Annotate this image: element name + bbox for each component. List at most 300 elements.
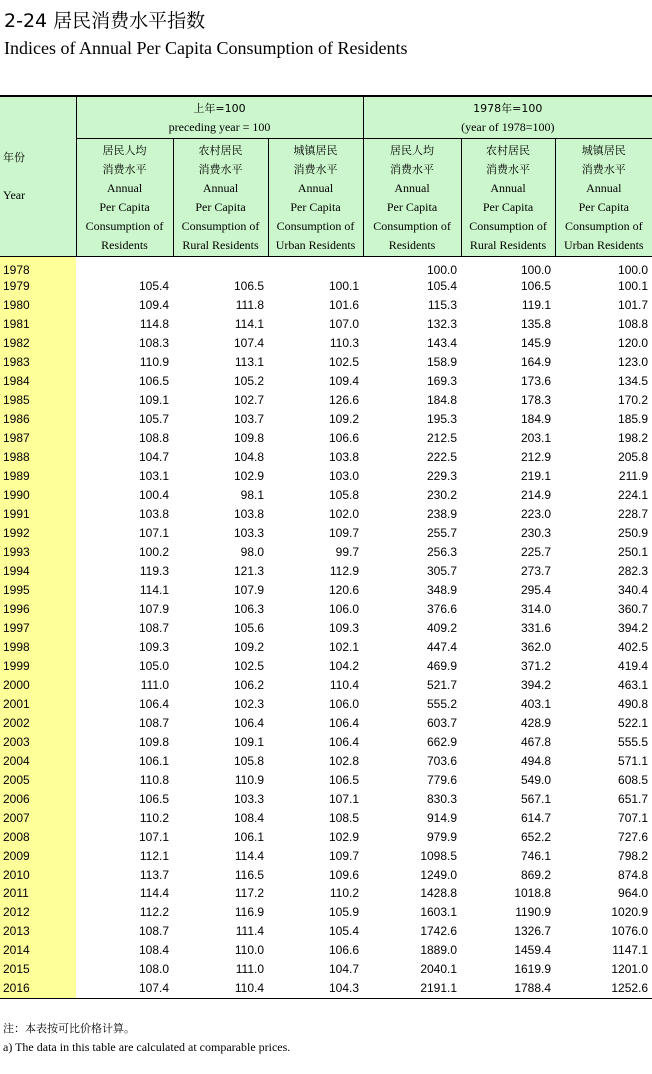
group-header-1978-base [363,96,652,139]
value-cell: 376.6 [427,601,458,616]
column-header-line: 城镇居民 [581,144,626,157]
value-cell: 662.9 [427,734,458,749]
value-cell: 116.9 [234,905,264,920]
value-cell: 113.1 [234,355,264,370]
column-header-line: Residents [388,238,436,252]
column-header-residents-preceding [76,139,173,257]
value-cell: 103.8 [138,507,169,522]
table-row [0,429,652,448]
value-cell: 108.7 [138,620,169,635]
value-cell: 521.7 [427,677,458,692]
value-cell: 100.2 [138,545,169,560]
year-cell: 2016 [0,979,76,998]
table-row [0,903,652,922]
value-cell: 99.7 [335,545,360,560]
table-row [0,486,652,505]
year-cell: 1992 [0,524,76,543]
column-header-line: Annual [394,181,430,195]
value-cell: 119.3 [139,564,169,579]
year-cell: 2006 [0,789,76,808]
table-row [0,808,652,827]
value-cell: 779.6 [427,772,458,787]
value-cell: 104.2 [329,658,360,673]
value-cell: 110.0 [234,943,264,958]
value-cell: 314.0 [521,601,552,616]
table-header [0,96,652,257]
value-cell: 224.1 [618,488,649,503]
value-cell: 340.4 [618,582,649,597]
value-cell: 522.1 [618,715,649,730]
table-row [0,353,652,372]
value-cell: 108.7 [138,924,169,939]
value-cell: 100.0 [427,263,458,277]
value-cell: 703.6 [427,753,458,768]
year-cell: 1994 [0,562,76,581]
value-cell: 103.3 [233,791,264,806]
value-cell: 110.9 [139,355,169,370]
value-cell: 571.1 [618,753,649,768]
column-header-line: Consumption of [181,219,260,233]
value-cell: 402.5 [618,639,649,654]
value-cell: 874.8 [618,867,649,882]
value-cell: 1459.4 [514,943,552,958]
value-cell: 1076.0 [611,924,649,939]
year-cell: 1980 [0,296,76,315]
column-header-line: Urban Residents [275,238,356,252]
table-row [0,372,652,391]
value-cell: 707.1 [618,810,649,825]
value-cell: 238.9 [427,507,458,522]
year-cell: 1993 [0,543,76,562]
value-cell: 1428.8 [420,886,458,901]
value-cell: 1742.6 [420,924,458,939]
value-cell: 103.7 [233,412,264,427]
value-cell: 109.2 [233,639,264,654]
value-cell: 102.1 [329,639,360,654]
table-row [0,770,652,789]
column-header-line: Annual [297,181,334,195]
table-row [0,562,652,581]
column-header-rural-1978 [461,139,555,257]
column-header-line: 消费水平 [293,163,338,176]
value-cell: 108.8 [618,317,649,332]
value-cell: 158.9 [427,355,458,370]
value-cell: 106.0 [329,696,360,711]
year-column-header [0,96,76,257]
table-row [0,675,652,694]
value-cell: 225.7 [521,545,552,560]
value-cell: 362.0 [521,639,552,654]
year-cell: 1989 [0,467,76,486]
value-cell: 103.8 [233,507,264,522]
year-cell: 2015 [0,960,76,979]
value-cell: 106.4 [233,715,264,730]
value-cell: 108.0 [138,962,169,977]
year-cell: 2008 [0,827,76,846]
value-cell: 104.3 [268,979,363,998]
year-cell: 2009 [0,846,76,865]
value-cell: 830.3 [427,791,458,806]
table-row [0,296,652,315]
value-cell: 2040.1 [420,962,458,977]
value-cell: 979.9 [427,829,458,844]
value-cell: 1190.9 [515,905,552,920]
value-cell: 1098.5 [420,848,458,863]
value-cell: 106.6 [329,943,360,958]
column-header-urban-1978 [555,139,652,257]
value-cell: 109.4 [329,374,360,389]
value-cell: 1603.1 [420,905,458,920]
value-cell: 145.9 [521,336,552,351]
value-cell: 214.9 [521,488,552,503]
value-cell: 111.0 [235,962,264,977]
table-row [0,277,652,296]
value-cell: 114.4 [234,848,264,863]
value-cell: 164.9 [521,355,552,370]
table-body [0,257,652,999]
year-cell: 2014 [0,941,76,960]
value-cell: 106.1 [233,829,264,844]
table-row [0,789,652,808]
table-row [0,334,652,353]
value-cell: 102.0 [329,507,360,522]
value-cell: 117.2 [234,886,264,901]
table-row [0,751,652,770]
value-cell: 106.1 [138,753,169,768]
year-cell: 2012 [0,903,76,922]
value-cell: 203.1 [521,431,552,446]
table-row [0,505,652,524]
value-cell: 110.4 [329,677,360,692]
table-title-chinese: 2-24 居民消费水平指数 [4,10,206,32]
value-cell: 1249.0 [420,867,458,882]
year-header-en: Year [3,188,26,202]
value-cell: 109.6 [329,867,360,882]
column-header-line: Per Capita [386,200,438,214]
value-cell: 273.7 [521,564,552,579]
group2-cn: 1978年=100 [473,102,543,115]
value-cell: 108.5 [329,810,360,825]
value-cell: 107.9 [138,601,169,616]
year-cell: 2003 [0,732,76,751]
value-cell: 2191.1 [363,979,461,998]
value-cell: 109.2 [329,412,360,427]
value-cell: 143.4 [427,336,458,351]
year-cell: 2005 [0,770,76,789]
value-cell: 107.0 [329,317,360,332]
table-row [0,694,652,713]
table-row [0,581,652,600]
value-cell: 107.4 [233,336,264,351]
value-cell [173,257,268,278]
table-row [0,637,652,656]
value-cell: 134.5 [618,374,649,389]
value-cell: 110.8 [139,772,169,787]
column-header-line: 消费水平 [102,163,147,176]
value-cell: 211.9 [618,469,649,484]
value-cell: 409.2 [427,620,458,635]
value-cell: 1020.9 [611,905,649,920]
value-cell: 798.2 [618,848,649,863]
year-cell: 1983 [0,353,76,372]
value-cell: 107.4 [76,979,173,998]
value-cell: 494.8 [521,753,552,768]
value-cell: 170.2 [618,393,649,408]
value-cell: 178.3 [521,393,552,408]
value-cell: 360.7 [618,601,649,616]
value-cell: 205.8 [618,450,649,465]
column-header-line: Per Capita [482,200,534,214]
value-cell: 98.0 [240,545,264,560]
value-cell: 107.9 [233,582,264,597]
value-cell: 114.1 [139,582,169,597]
year-cell: 1981 [0,315,76,334]
table-row [0,656,652,675]
value-cell: 106.5 [233,279,264,294]
year-cell: 2007 [0,808,76,827]
value-cell: 102.8 [329,753,360,768]
table-row [0,599,652,618]
value-cell: 101.7 [618,298,649,313]
value-cell: 103.0 [329,469,360,484]
value-cell: 112.9 [329,564,360,579]
value-cell: 106.6 [329,431,360,446]
value-cell: 102.9 [329,829,360,844]
value-cell: 228.7 [618,507,649,522]
value-cell: 169.3 [427,374,458,389]
group1-en: preceding year = 100 [168,120,271,134]
column-header-line: Annual [586,181,622,195]
value-cell: 222.5 [427,450,458,465]
column-header-residents-1978 [363,139,461,257]
value-cell: 108.4 [138,943,169,958]
value-cell: 102.7 [233,393,264,408]
value-cell: 869.2 [521,867,552,882]
value-cell: 229.3 [427,469,458,484]
value-cell: 102.9 [233,469,264,484]
column-header-line: Consumption of [564,219,643,233]
column-header-line: 城镇居民 [293,144,338,157]
table-row [0,941,652,960]
value-cell: 106.5 [521,279,552,294]
value-cell: 110.2 [329,886,360,901]
value-cell: 112.2 [139,905,169,920]
value-cell: 109.4 [138,298,169,313]
value-cell: 107.1 [138,829,169,844]
value-cell: 100.4 [138,488,169,503]
value-cell: 105.8 [233,753,264,768]
year-cell: 1985 [0,391,76,410]
value-cell: 106.4 [329,715,360,730]
value-cell: 614.7 [521,810,552,825]
value-cell: 121.3 [233,564,264,579]
value-cell: 110.9 [234,772,264,787]
value-cell: 106.4 [329,734,360,749]
value-cell: 116.5 [234,867,264,882]
value-cell: 104.8 [233,450,264,465]
column-header-rural-preceding [173,139,268,257]
column-header-line: 农村居民 [486,144,531,157]
value-cell: 105.7 [138,412,169,427]
column-header-line: Consumption of [276,219,355,233]
value-cell [268,257,363,278]
value-cell: 108.7 [138,715,169,730]
value-cell: 108.8 [138,431,169,446]
table-title-english: Indices of Annual Per Capita Consumption of Residents [4,38,408,58]
value-cell: 371.2 [521,658,552,673]
table-row [0,827,652,846]
value-cell: 107.1 [138,526,169,541]
value-cell: 109.1 [138,393,169,408]
column-header-line: Consumption of [469,219,547,233]
year-header-cn: 年份 [3,151,25,164]
value-cell: 746.1 [521,848,552,863]
value-cell: 1252.6 [555,979,652,998]
year-cell: 1998 [0,637,76,656]
year-cell: 1978 [0,257,76,278]
value-cell: 223.0 [521,507,552,522]
value-cell: 419.4 [618,658,649,673]
value-cell: 1147.1 [612,943,649,958]
group-header-preceding-year [76,96,363,139]
table-row [0,960,652,979]
value-cell: 230.3 [521,526,552,541]
value-cell: 106.3 [233,601,264,616]
value-cell: 1201.0 [611,962,649,977]
value-cell: 109.7 [329,848,360,863]
year-cell: 1984 [0,372,76,391]
table-row [0,448,652,467]
column-header-line: Per Capita [578,200,629,214]
value-cell: 608.5 [618,772,649,787]
value-cell: 403.1 [521,696,552,711]
value-cell: 104.7 [138,450,169,465]
table-row [0,410,652,429]
value-cell: 394.2 [521,677,552,692]
value-cell: 467.8 [521,734,552,749]
value-cell: 727.6 [618,829,649,844]
value-cell: 101.6 [329,298,360,313]
value-cell: 105.4 [329,924,360,939]
column-header-line: 农村居民 [198,144,243,157]
value-cell: 126.6 [329,393,360,408]
value-cell: 109.7 [329,526,360,541]
value-cell: 195.3 [427,412,458,427]
column-header-line: Per Capita [195,200,246,214]
value-cell: 109.1 [233,734,264,749]
value-cell: 103.8 [329,450,360,465]
table-row [0,865,652,884]
value-cell: 1326.7 [514,924,552,939]
value-cell: 113.7 [139,867,169,882]
column-header-line: Urban Residents [563,238,644,252]
value-cell: 1788.4 [461,979,555,998]
value-cell: 106.4 [138,696,169,711]
column-header-line: 消费水平 [581,163,626,176]
value-cell: 255.7 [427,526,458,541]
note-english: a) The data in this table are calculated at comparable prices. [3,1040,291,1054]
value-cell: 428.9 [521,715,552,730]
value-cell: 394.2 [618,620,649,635]
value-cell: 105.9 [329,905,360,920]
value-cell: 109.3 [138,639,169,654]
value-cell: 132.3 [427,317,458,332]
value-cell: 109.3 [329,620,360,635]
column-header-line: 居民人均 [390,144,435,157]
column-header-line: Consumption of [373,219,451,233]
value-cell: 105.0 [138,658,169,673]
value-cell: 250.9 [618,526,649,541]
year-cell: 2004 [0,751,76,770]
value-cell: 120.6 [329,582,360,597]
value-cell: 282.3 [618,564,649,579]
table-row [0,846,652,865]
value-cell: 567.1 [521,791,552,806]
value-cell: 212.5 [427,431,458,446]
value-cell: 114.8 [139,317,169,332]
value-cell: 111.4 [235,924,264,939]
value-cell: 184.9 [521,412,552,427]
column-header-line: Consumption of [85,219,164,233]
year-cell: 2011 [0,884,76,903]
value-cell: 115.3 [427,298,458,313]
value-cell: 106.0 [329,601,360,616]
column-header-line: Rural Residents [469,238,547,252]
column-header-line: 消费水平 [486,163,531,176]
value-cell: 173.6 [521,374,552,389]
value-cell: 964.0 [618,886,649,901]
table-row [0,543,652,562]
group2-en: (year of 1978=100) [461,120,555,134]
consumption-index-table [0,95,652,999]
value-cell: 256.3 [427,545,458,560]
value-cell: 105.8 [329,488,360,503]
value-cell: 108.4 [233,810,264,825]
value-cell: 651.7 [618,791,649,806]
table-row [0,524,652,543]
value-cell: 112.1 [139,848,169,863]
value-cell: 106.2 [233,677,264,692]
year-cell: 1995 [0,581,76,600]
value-cell: 549.0 [521,772,552,787]
column-header-line: 居民人均 [102,144,147,157]
year-cell: 1990 [0,486,76,505]
value-cell: 1018.8 [514,886,552,901]
year-cell: 1979 [0,277,76,296]
value-cell: 469.9 [427,658,458,673]
table-row [0,257,652,278]
column-header-urban-preceding [268,139,363,257]
value-cell: 652.2 [521,829,552,844]
value-cell: 109.8 [233,431,264,446]
value-cell: 555.5 [618,734,649,749]
value-cell: 463.1 [618,677,649,692]
year-cell: 1999 [0,656,76,675]
value-cell: 111.0 [140,677,169,692]
value-cell: 105.4 [138,279,169,294]
value-cell: 447.4 [427,639,458,654]
value-cell: 102.5 [233,658,264,673]
year-cell: 2000 [0,675,76,694]
table-row [0,884,652,903]
value-cell: 198.2 [618,431,649,446]
value-cell: 106.5 [138,374,169,389]
column-header-line: Per Capita [290,200,341,214]
value-cell: 114.4 [139,886,169,901]
column-header-line: Rural Residents [182,238,259,252]
table-row [0,979,652,998]
table-row [0,732,652,751]
